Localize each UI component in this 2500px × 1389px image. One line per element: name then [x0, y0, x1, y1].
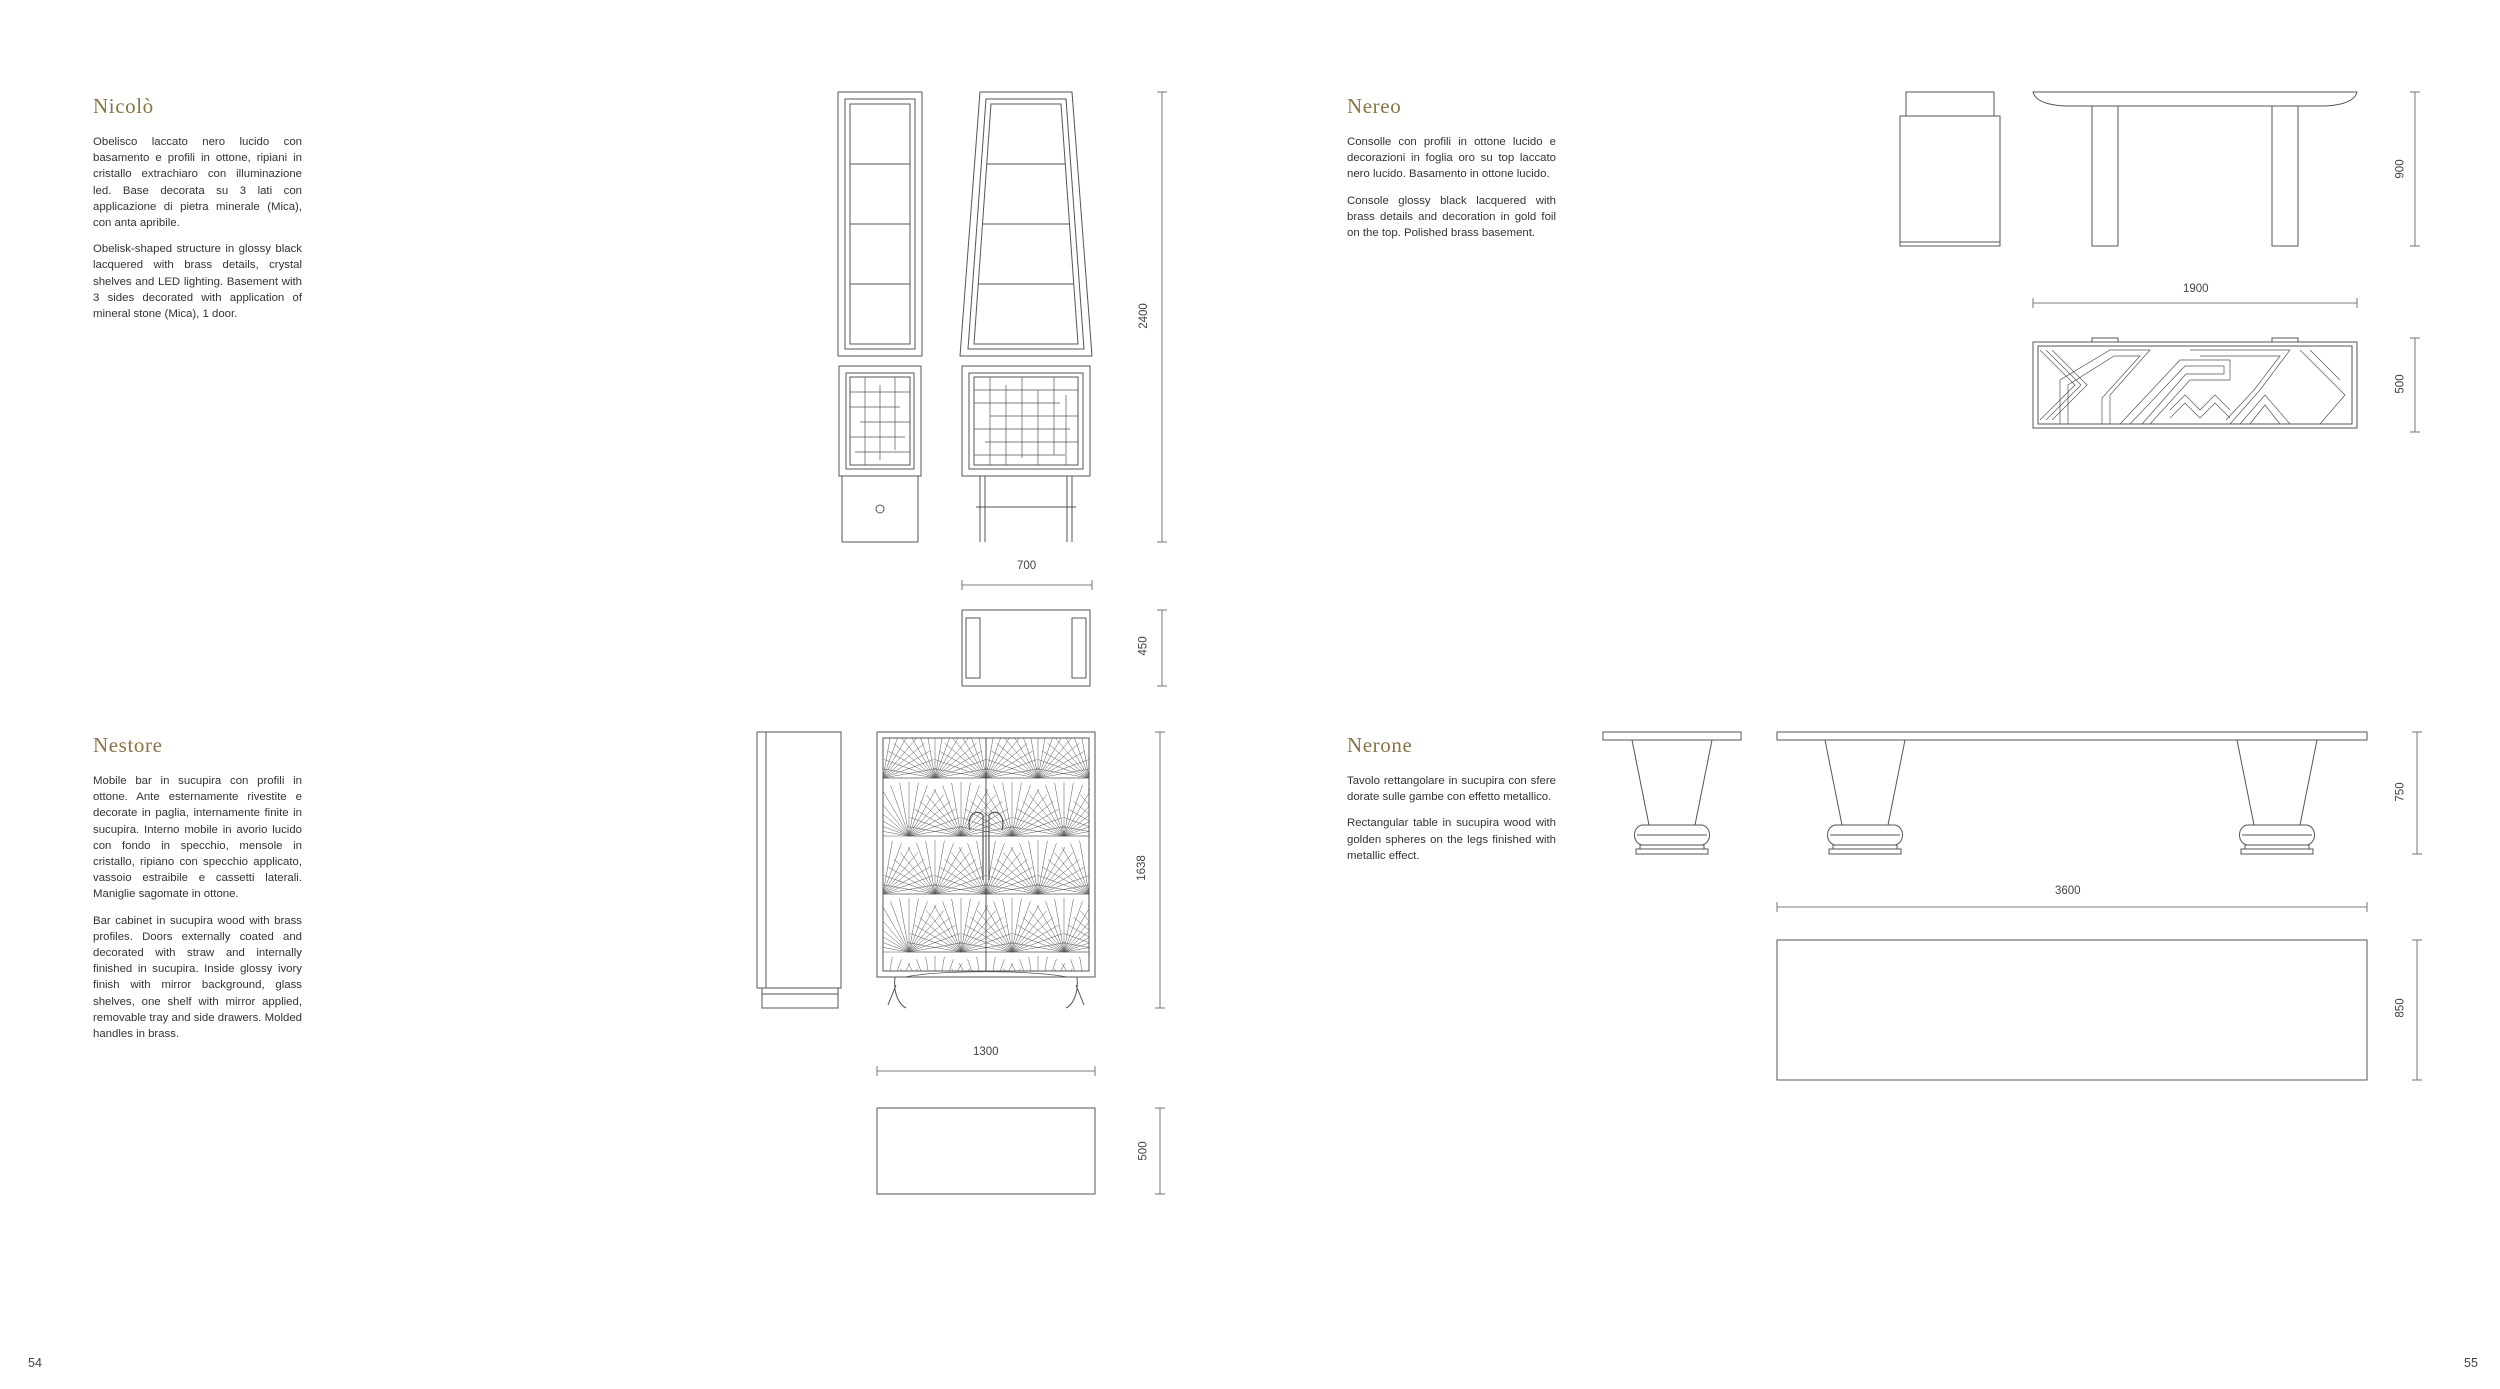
description-italian: Obelisco laccato nero lucido con basamento e profili in ottone, ripiani in cristallo extrachiaro con illuminazione led. Base decorata su 3 lati con applicazione di pietra minerale (Mica), con anta apribile. — [93, 136, 302, 230]
nerone-depth-label: 850 — [2394, 998, 2407, 1018]
page-number-right: 55 — [2464, 1356, 2478, 1370]
nereo-depth-label: 500 — [2394, 374, 2407, 394]
product-title-nereo: Nereo — [1347, 94, 1402, 118]
page-number-left: 54 — [28, 1356, 42, 1370]
nereo-dimension-lines — [2033, 92, 2420, 432]
description-italian: Tavolo rettangolare in sucupira con sfere dorate sulle gambe con effetto metallico. — [1347, 775, 1556, 804]
nestore-side-view-drawing — [757, 732, 841, 1008]
description-english: Bar cabinet in sucupira wood with brass profiles. Doors externally coated and decorated with straw and internally finished in sucupira. Inside glossy ivory finish with mirror background, glass shelves, one shelf with mirror applied, removable tray and side drawers. Molded handles in brass. — [93, 914, 302, 1041]
nicolo-dimension-lines — [962, 92, 1167, 686]
nereo-top-view-drawing — [2033, 338, 2357, 428]
nestore-top-view-drawing — [877, 1108, 1095, 1194]
nerone-height-label: 750 — [2394, 782, 2407, 802]
nicolo-depth-label: 450 — [1137, 636, 1150, 656]
nicolo-side-view-drawing — [838, 92, 922, 542]
description-english: Rectangular table in sucupira wood with golden spheres on the legs finished with metallic effect. — [1347, 817, 1556, 862]
description-italian: Consolle con profili in ottone lucido e decorazioni in foglia oro su top laccato nero lucido. Basamento in ottone lucido. — [1347, 136, 1556, 181]
product-title-nestore: Nestore — [93, 733, 163, 757]
nicolo-top-view-drawing — [962, 610, 1090, 686]
product-title-nerone: Nerone — [1347, 733, 1413, 757]
description-english: Obelisk-shaped structure in glossy black lacquered with brass details, crystal shelves and LED lighting. Basement with 3 sides decorated with application of mineral stone (Mica), 1 door. — [93, 243, 302, 321]
nicolo-width-label: 700 — [1017, 560, 1037, 572]
nicolo-height-label: 2400 — [1137, 303, 1150, 329]
description-italian: Mobile bar in sucupira con profili in ottone. Ante esternamente rivestite e decorate in paglia, internamente finite in sucupira. Interno mobile in avorio lucido con fondo in specchio, mensole in cristallo, ripiano con specchio applicato, vassoio estraibile e cassetti laterali. Maniglie sagomate in ottone. — [93, 775, 302, 901]
nereo-front-view-drawing — [2033, 92, 2357, 246]
nicolo-front-view-drawing — [960, 92, 1092, 542]
nestore-front-view-drawing — [829, 724, 1169, 1010]
nerone-dimension-lines — [1777, 732, 2422, 1080]
nerone-front-view-drawing — [1777, 732, 2367, 854]
nestore-height-label: 1638 — [1135, 855, 1148, 881]
nereo-height-label: 900 — [2394, 159, 2407, 179]
nereo-side-view-drawing — [1900, 92, 2000, 246]
nestore-width-label: 1300 — [973, 1046, 999, 1058]
product-title-nicolo: Nicolò — [93, 94, 154, 118]
nereo-width-label: 1900 — [2183, 283, 2209, 295]
nerone-top-view-drawing — [1777, 940, 2367, 1080]
nestore-depth-label: 500 — [1137, 1141, 1150, 1161]
nerone-side-view-drawing — [1603, 732, 1741, 854]
nerone-width-label: 3600 — [2055, 885, 2081, 897]
nestore-door-straw-pattern — [829, 724, 1169, 1010]
description-english: Console glossy black lacquered with brass details and decoration in gold foil on the top. Polished brass basement. — [1347, 194, 1556, 240]
